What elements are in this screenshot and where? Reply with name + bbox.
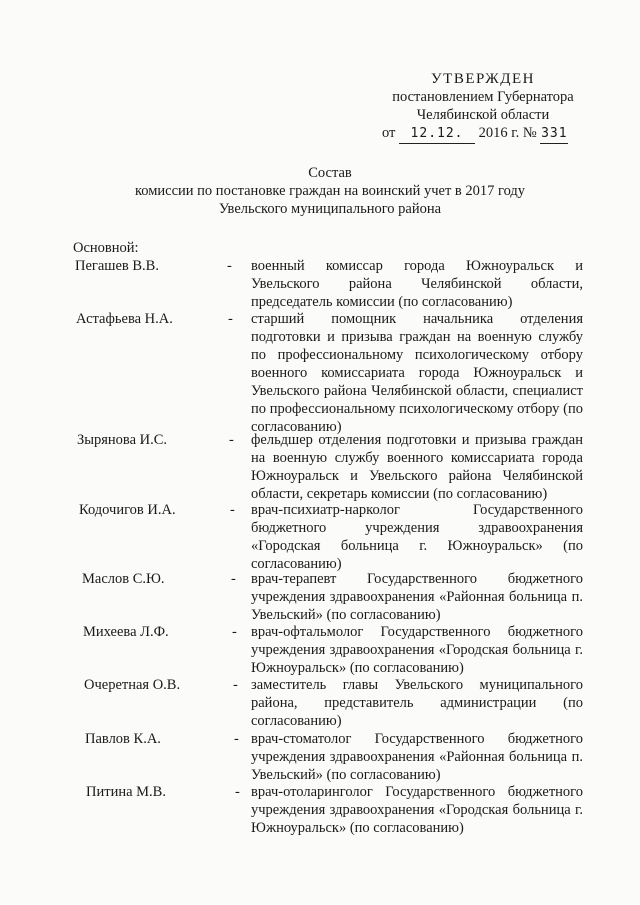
approval-line-1: постановлением Губернатора bbox=[392, 89, 574, 105]
member-role: фельдшер отделения подготовки и призыва граждан на военную службу военного комиссариата города Южноуральск и Увельского района Челябинской области, секретарь комиссии (по согласованию) bbox=[251, 432, 583, 502]
member-role: военный комиссар города Южноуральск и Увельского района Челябинской области, председатель комиссии (по согласованию) bbox=[251, 258, 583, 310]
date-prefix: от bbox=[382, 125, 396, 141]
member-name: Маслов С.Ю. bbox=[82, 571, 165, 587]
member-role: врач-офтальмолог Государственного бюджетного учреждения здравоохранения «Городская больница г. Южноуральск» (по согласованию) bbox=[251, 624, 583, 676]
member-name: Астафьева Н.А. bbox=[76, 311, 173, 327]
member-dash: - bbox=[230, 502, 235, 518]
number-blank bbox=[540, 124, 568, 144]
number-handwritten: 331 bbox=[541, 126, 568, 141]
section-label: Основной: bbox=[73, 240, 139, 256]
member-name: Кодочигов И.А. bbox=[79, 502, 176, 518]
member-dash: - bbox=[228, 311, 233, 327]
member-name: Павлов К.А. bbox=[85, 731, 161, 747]
member-role: врач-стоматолог Государственного бюджетного учреждения здравоохранения «Районная больница п. Увельский» (по согласованию) bbox=[251, 731, 583, 783]
date-handwritten: 12.12. bbox=[410, 126, 464, 141]
member-name: Зырянова И.С. bbox=[77, 432, 168, 448]
member-name: Питина М.В. bbox=[86, 784, 166, 800]
date-blank bbox=[399, 124, 475, 144]
document-heading bbox=[60, 164, 600, 218]
approval-title: УТВЕРЖДЕН bbox=[431, 71, 535, 87]
member-name: Михеева Л.Ф. bbox=[83, 624, 169, 640]
member-role: врач-терапевт Государственного бюджетного учреждения здравоохранения «Районная больница п. Увельский» (по согласованию) bbox=[251, 571, 583, 623]
heading-line-1: Состав bbox=[308, 165, 352, 181]
member-role: заместитель главы Увельского муниципального района, представитель администрации (по согласованию) bbox=[251, 677, 583, 729]
member-role: старший помощник начальника отделения подготовки и призыва граждан на военную службу по профессиональному психологическому отбору военного комиссариата города Южноуральск и Увельского района Челябинской области, специалист по профессиональному психологическому отбору (по согласованию) bbox=[251, 311, 583, 435]
member-name: Пегашев В.В. bbox=[75, 258, 159, 274]
member-dash: - bbox=[229, 432, 234, 448]
member-dash: - bbox=[231, 571, 236, 587]
member-role: врач-отоларинголог Государственного бюджетного учреждения здравоохранения «Городская больница г. Южноуральск» (по согласованию) bbox=[251, 784, 583, 836]
member-dash: - bbox=[235, 784, 240, 800]
approval-block bbox=[378, 70, 588, 144]
member-dash: - bbox=[233, 677, 238, 693]
member-dash: - bbox=[227, 258, 232, 274]
heading-line-2: комиссии по постановке граждан на воинский учет в 2017 году bbox=[134, 183, 526, 199]
approval-date-line bbox=[378, 124, 588, 144]
member-name: Очеретная О.В. bbox=[84, 677, 181, 693]
member-role: врач-психиатр-нарколог Государственного бюджетного учреждения здравоохранения «Городская больница г. Южноуральск» (по согласованию) bbox=[251, 502, 583, 572]
heading-line-3: Увельского муниципального района bbox=[218, 201, 442, 217]
member-dash: - bbox=[232, 624, 237, 640]
approval-line-2: Челябинской области bbox=[416, 107, 550, 123]
member-dash: - bbox=[234, 731, 239, 747]
year-text: 2016 г. № bbox=[478, 125, 537, 141]
